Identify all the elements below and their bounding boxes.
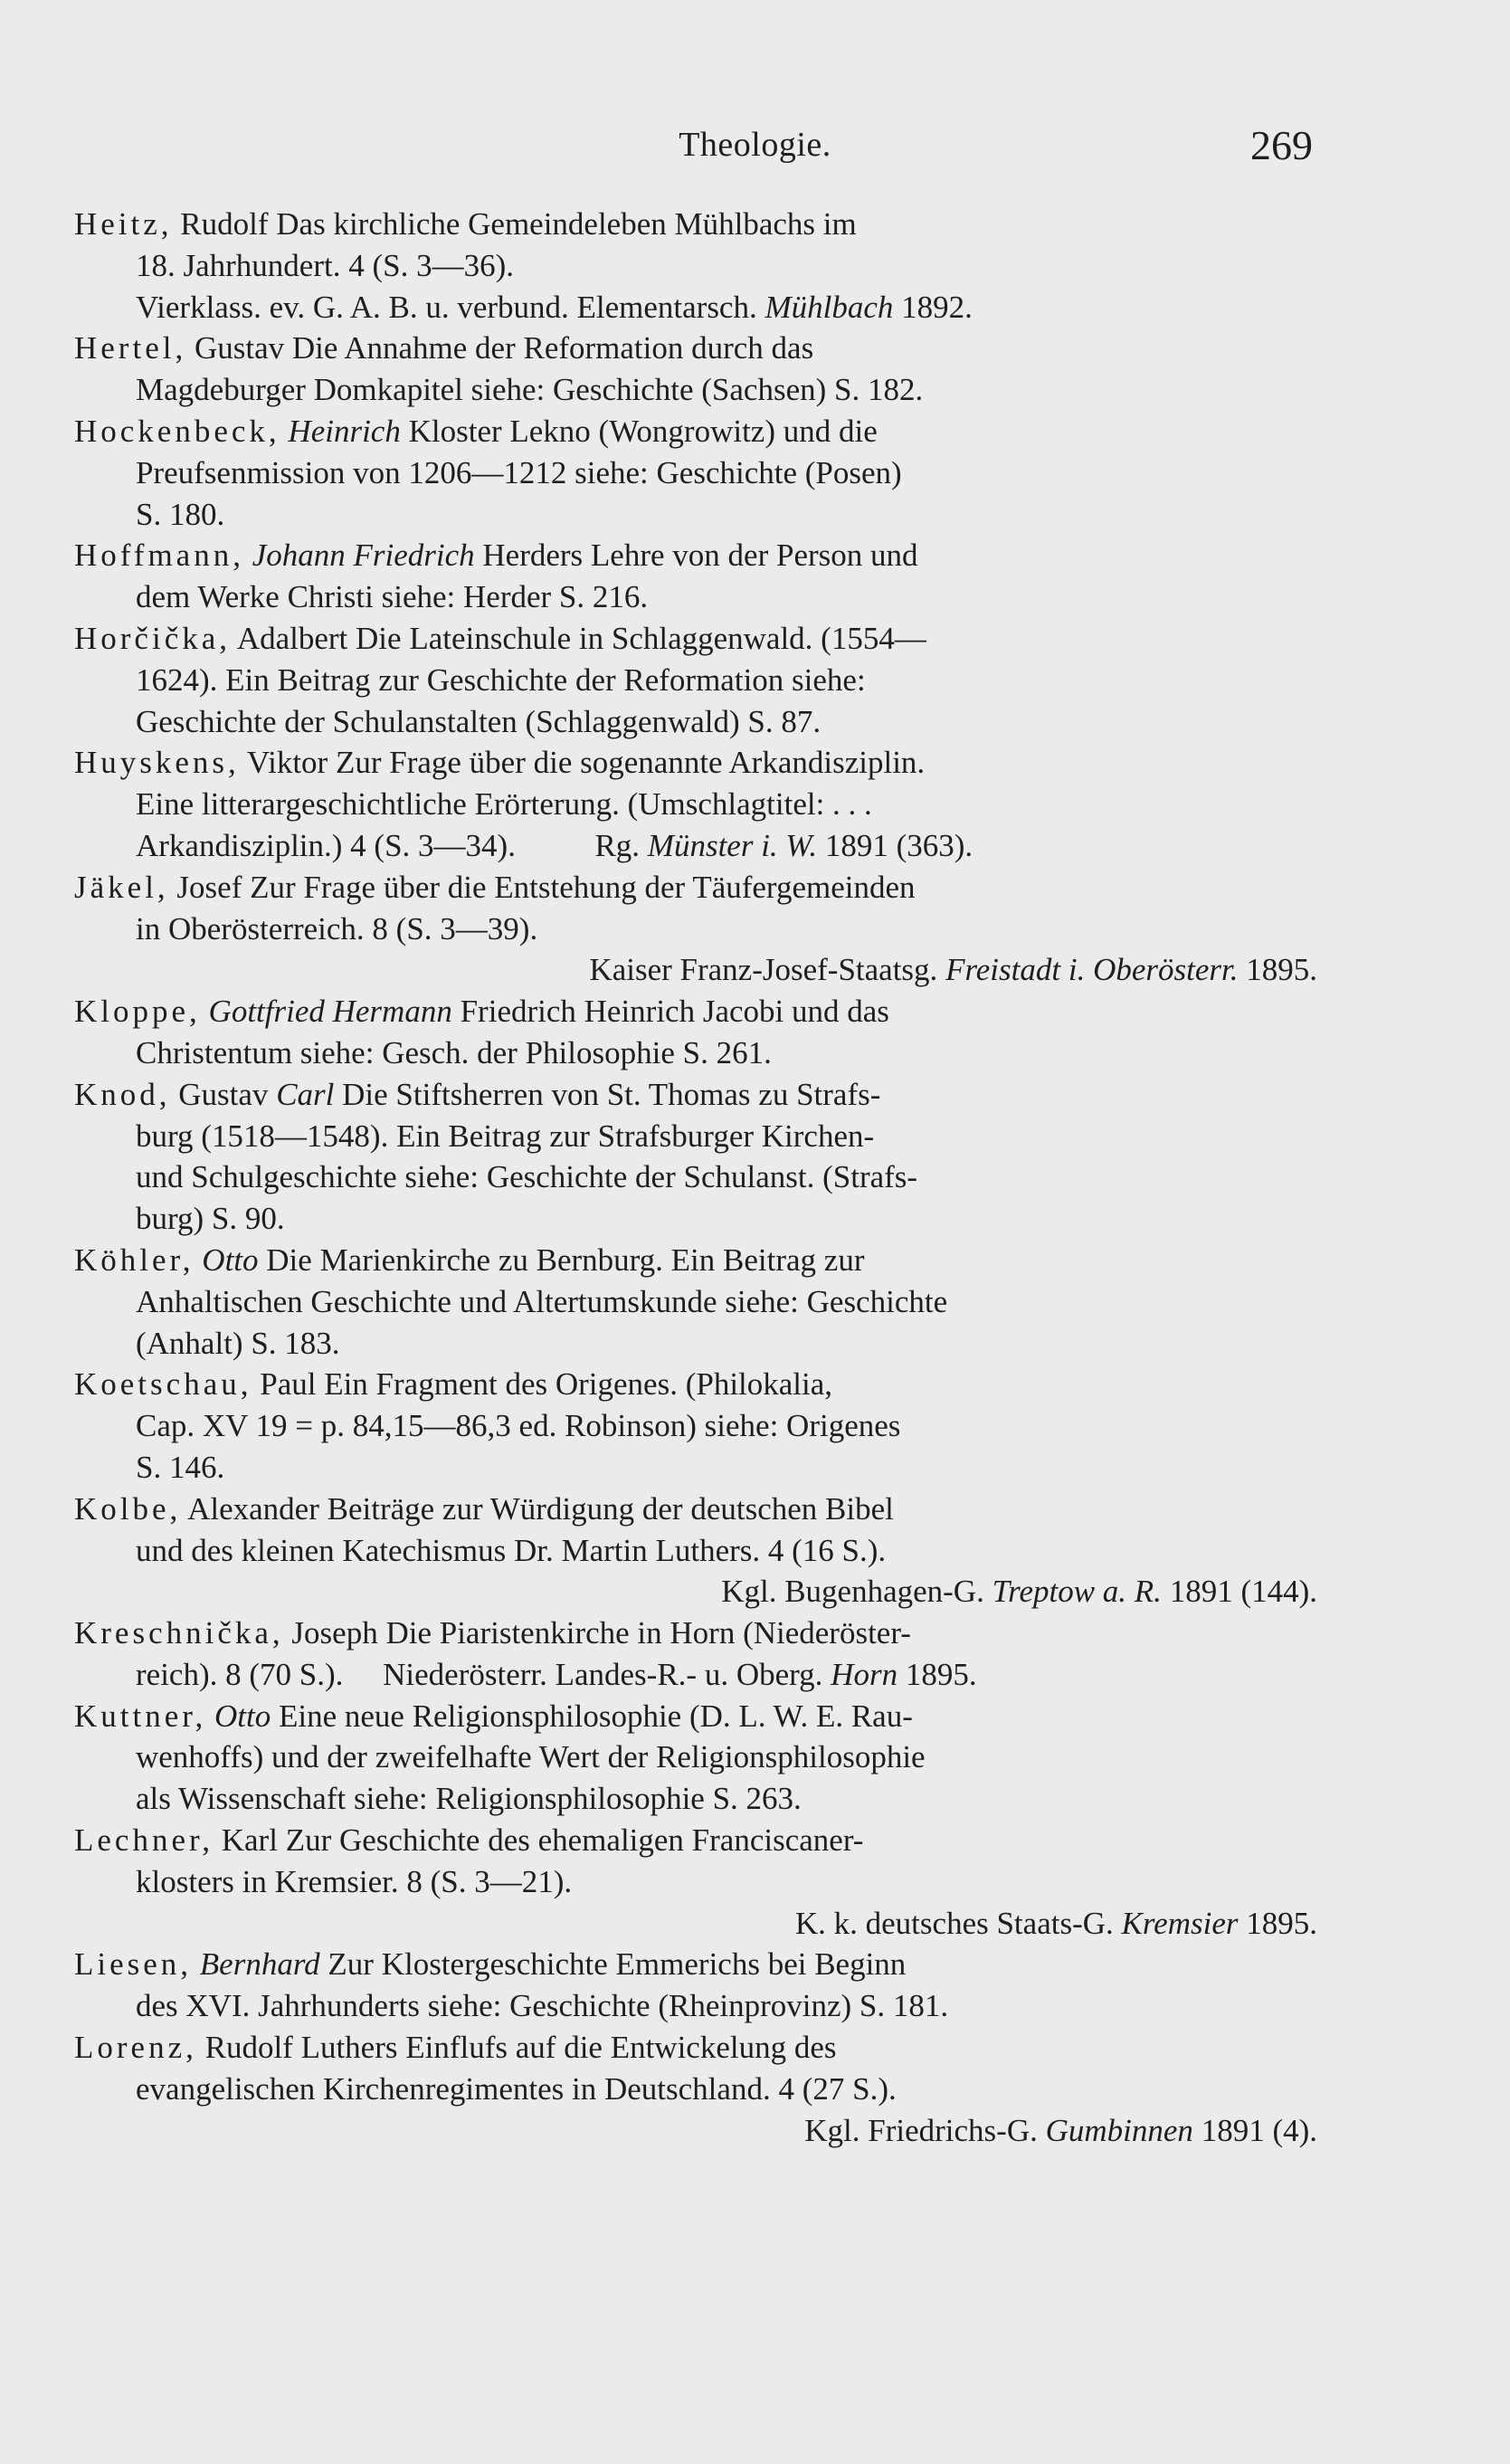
bibliography-entry: [74, 328, 1317, 411]
italic-text: Kremsier: [1121, 1905, 1239, 1941]
italic-text: Johann Friedrich: [243, 538, 475, 574]
entry-line: [74, 1323, 1317, 1365]
italic-text: Otto: [206, 1698, 271, 1734]
bibliography-entry: [74, 1820, 1317, 1944]
italic-text: Mühlbach: [764, 289, 894, 325]
entry-text: Kgl. Friedrichs-G.: [804, 2112, 1046, 2148]
entry-text: Gustav Die Annahme der Reformation durch das: [186, 330, 814, 366]
entry-text-after: Eine neue Religionsphilosophie (D. L. W. E. Rau-: [271, 1698, 913, 1734]
entry-line: [74, 784, 1317, 825]
entry-line: [74, 411, 1317, 452]
entry-text: in Oberösterreich. 8 (S. 3—39).: [136, 910, 538, 947]
entry-line: [74, 494, 1317, 536]
entry-line: [74, 287, 1317, 328]
entry-text: evangelischen Kirchenregimentes in Deutschland. 4 (27 S.).: [136, 2070, 897, 2107]
entry-text: Eine litterargeschichtliche Erörterung. (Umschlagtitel: . . .: [136, 786, 872, 823]
entry-text: K. k. deutsches Staats-G.: [794, 1905, 1122, 1941]
entry-text: wenhoffs) und der zweifelhafte Wert der Religionsphilosophie: [136, 1739, 926, 1775]
entry-line: [74, 1696, 1317, 1737]
entry-line: [74, 825, 1317, 867]
entry-text: Kaiser Franz-Josef-Staatsg.: [589, 952, 946, 988]
italic-text: Bernhard: [192, 1946, 320, 1983]
page-number: 269: [1250, 122, 1313, 168]
author-surname: Jäkel,: [74, 869, 169, 905]
entry-text-after: 1891 (144).: [1161, 1574, 1317, 1610]
author-surname: Kloppe,: [74, 994, 201, 1030]
author-surname: Horčička,: [74, 620, 232, 656]
entry-text: Josef Zur Frage über die Entstehung der Täufergemeinden: [168, 869, 916, 905]
italic-text: Treptow a. R.: [992, 1574, 1162, 1610]
entry-text: burg (1518—1548). Ein Beitrag zur Strafsburger Kirchen-: [136, 1118, 875, 1154]
entry-line: [74, 328, 1317, 369]
entry-text: Gustav: [170, 1076, 277, 1112]
author-surname: Huyskens,: [74, 745, 240, 781]
entry-line: [74, 1820, 1317, 1861]
entry-text: Magdeburger Domkapitel siehe: Geschichte (Sachsen) S. 182.: [136, 372, 924, 408]
bibliography-entry: [74, 618, 1317, 742]
bibliography-entry: [74, 1944, 1317, 2027]
bibliography-entry: [74, 1613, 1317, 1696]
entry-line: [74, 1281, 1317, 1323]
entry-text: Geschichte der Schulanstalten (Schlaggenwald) S. 87.: [136, 703, 821, 739]
entry-text-after: 1891 (4).: [1192, 2112, 1317, 2148]
entry-text-after: 1895.: [897, 1656, 977, 1692]
entry-text: und des kleinen Katechismus Dr. Martin Luthers. 4 (16 S.).: [136, 1532, 887, 1568]
entry-line: [74, 2027, 1317, 2069]
entry-line: [74, 1571, 1317, 1613]
italic-text: Gumbinnen: [1045, 2112, 1193, 2148]
entry-text: Paul Ein Fragment des Origenes. (Philokalia,: [252, 1366, 833, 1403]
bibliography-list: [74, 204, 1317, 2151]
entry-line: [74, 369, 1317, 411]
entry-line: [74, 1156, 1317, 1198]
author-surname: Kreschnička,: [74, 1615, 284, 1651]
entry-line: [74, 1198, 1317, 1240]
entry-text: klosters in Kremsier. 8 (S. 3—21).: [136, 1863, 573, 1899]
entry-line: [74, 867, 1317, 909]
entry-line: [74, 909, 1317, 950]
author-surname: Lorenz,: [74, 2030, 197, 2066]
author-surname: Hertel,: [74, 330, 187, 366]
entry-line: [74, 1903, 1317, 1945]
bibliography-entry: [74, 1489, 1317, 1613]
entry-text-after: Friedrich Heinrich Jacobi und das: [451, 994, 889, 1030]
entry-line: [74, 1654, 1317, 1696]
author-surname: Kuttner,: [74, 1698, 207, 1734]
bibliography-entry: [74, 535, 1317, 618]
entry-line: [74, 1116, 1317, 1157]
entry-line: [74, 1985, 1317, 2027]
entry-text: Vierklass. ev. G. A. B. u. verbund. Elementarsch.: [136, 289, 765, 325]
italic-text: Otto: [194, 1242, 259, 1278]
entry-text: S. 180.: [136, 496, 225, 532]
entry-line: [74, 1074, 1317, 1116]
entry-line: [74, 701, 1317, 743]
entry-text-after: Die Stiftsherren von St. Thomas zu Strafs-: [334, 1076, 881, 1112]
entry-text: Joseph Die Piaristenkirche in Horn (Niederöster-: [283, 1615, 911, 1651]
entry-line: [74, 2069, 1317, 2110]
entry-line: [74, 1447, 1317, 1489]
entry-line: [74, 1530, 1317, 1572]
entry-text-after: Kloster Lekno (Wongrowitz) und die: [400, 413, 878, 449]
entry-line: [74, 452, 1317, 494]
entry-line: [74, 1032, 1317, 1074]
entry-line: [74, 618, 1317, 660]
entry-text: 1624). Ein Beitrag zur Geschichte der Reformation siehe:: [136, 661, 866, 698]
entry-text: Christentum siehe: Gesch. der Philosophie S. 261.: [136, 1034, 772, 1070]
entry-text: Viktor Zur Frage über die sogenannte Arkandisziplin.: [239, 745, 926, 781]
entry-text-after: 1891 (363).: [817, 827, 973, 863]
entry-text-after: 1895.: [1238, 1905, 1317, 1941]
bibliography-entry: [74, 2027, 1317, 2151]
entry-line: [74, 1489, 1317, 1530]
bibliography-entry: [74, 1240, 1317, 1364]
entry-text: Cap. XV 19 = p. 84,15—86,3 ed. Robinson) siehe: Origenes: [136, 1408, 901, 1444]
entry-text: burg) S. 90.: [136, 1201, 285, 1237]
entry-line: [74, 1364, 1317, 1405]
bibliography-entry: [74, 867, 1317, 991]
entry-text: Arkandisziplin.) 4 (S. 3—34). Rg.: [136, 827, 648, 863]
entry-text: als Wissenschaft siehe: Religionsphilosophie S. 263.: [136, 1781, 802, 1817]
entry-text: und Schulgeschichte siehe: Geschichte der Schulanst. (Strafs-: [136, 1159, 918, 1195]
italic-text: Carl: [276, 1076, 335, 1112]
bibliography-entry: [74, 1074, 1317, 1240]
bibliography-entry: [74, 991, 1317, 1074]
author-surname: Köhler,: [74, 1242, 195, 1278]
entry-text: Anhaltischen Geschichte und Altertumskunde siehe: Geschichte: [136, 1283, 948, 1319]
entry-text: dem Werke Christi siehe: Herder S. 216.: [136, 579, 649, 615]
author-surname: Kolbe,: [74, 1490, 182, 1527]
entry-text: Preufsenmission von 1206—1212 siehe: Geschichte (Posen): [136, 454, 902, 490]
author-surname: Hoffmann,: [74, 538, 244, 574]
entry-line: [74, 660, 1317, 701]
entry-text-after: 1895.: [1238, 952, 1317, 988]
entry-text-after: Herders Lehre von der Person und: [474, 538, 918, 574]
author-surname: Knod,: [74, 1076, 171, 1112]
entry-text: reich). 8 (70 S.). Niederösterr. Landes-R.- u. Oberg.: [136, 1656, 831, 1692]
author-surname: Heitz,: [74, 206, 173, 242]
entry-text: Rudolf Das kirchliche Gemeindeleben Mühlbachs im: [172, 206, 857, 242]
italic-text: Horn: [831, 1656, 898, 1692]
entry-line: [74, 245, 1317, 287]
entry-line: [74, 1944, 1317, 1985]
bibliography-entry: [74, 1696, 1317, 1820]
author-surname: Koetschau,: [74, 1366, 252, 1403]
bibliography-entry: [74, 1364, 1317, 1488]
italic-text: Gottfried Hermann: [200, 994, 452, 1030]
entry-text: Rudolf Luthers Einflufs auf die Entwickelung des: [196, 2030, 837, 2066]
italic-text: Münster i. W.: [647, 827, 818, 863]
entry-text: S. 146.: [136, 1449, 225, 1485]
entry-line: [74, 949, 1317, 991]
entry-line: [74, 576, 1317, 618]
running-title: Theologie.: [679, 126, 831, 164]
bibliography-entry: [74, 204, 1317, 328]
entry-text: Alexander Beiträge zur Würdigung der deutschen Bibel: [181, 1490, 894, 1527]
entry-text: Kgl. Bugenhagen-G.: [721, 1574, 992, 1610]
italic-text: Heinrich: [280, 413, 401, 449]
running-head: [0, 122, 1510, 170]
entry-text-after: Die Marienkirche zu Bernburg. Ein Beitrag zur: [258, 1242, 865, 1278]
author-surname: Liesen,: [74, 1946, 193, 1983]
entry-text-after: 1892.: [893, 289, 973, 325]
entry-line: [74, 535, 1317, 576]
entry-line: [74, 1405, 1317, 1447]
bibliography-entry: [74, 411, 1317, 535]
entry-text: (Anhalt) S. 183.: [136, 1325, 340, 1361]
entry-line: [74, 991, 1317, 1032]
entry-line: [74, 1240, 1317, 1281]
author-surname: Hockenbeck,: [74, 413, 280, 449]
entry-text: des XVI. Jahrhunderts siehe: Geschichte (Rheinprovinz) S. 181.: [136, 1988, 949, 2024]
entry-line: [74, 1778, 1317, 1820]
entry-line: [74, 742, 1317, 784]
italic-text: Freistadt i. Oberösterr.: [945, 952, 1239, 988]
author-surname: Lechner,: [74, 1822, 214, 1859]
entry-line: [74, 204, 1317, 245]
entry-text: Adalbert Die Lateinschule in Schlaggenwald. (1554—: [231, 620, 926, 656]
entry-line: [74, 1736, 1317, 1778]
entry-line: [74, 1861, 1317, 1903]
entry-line: [74, 1613, 1317, 1654]
entry-line: [74, 2110, 1317, 2152]
entry-text: Karl Zur Geschichte des ehemaligen Franciscaner-: [214, 1822, 864, 1859]
bibliography-entry: [74, 742, 1317, 866]
entry-text: 18. Jahrhundert. 4 (S. 3—36).: [136, 247, 515, 283]
entry-text-after: Zur Klostergeschichte Emmerichs bei Beginn: [319, 1946, 907, 1983]
